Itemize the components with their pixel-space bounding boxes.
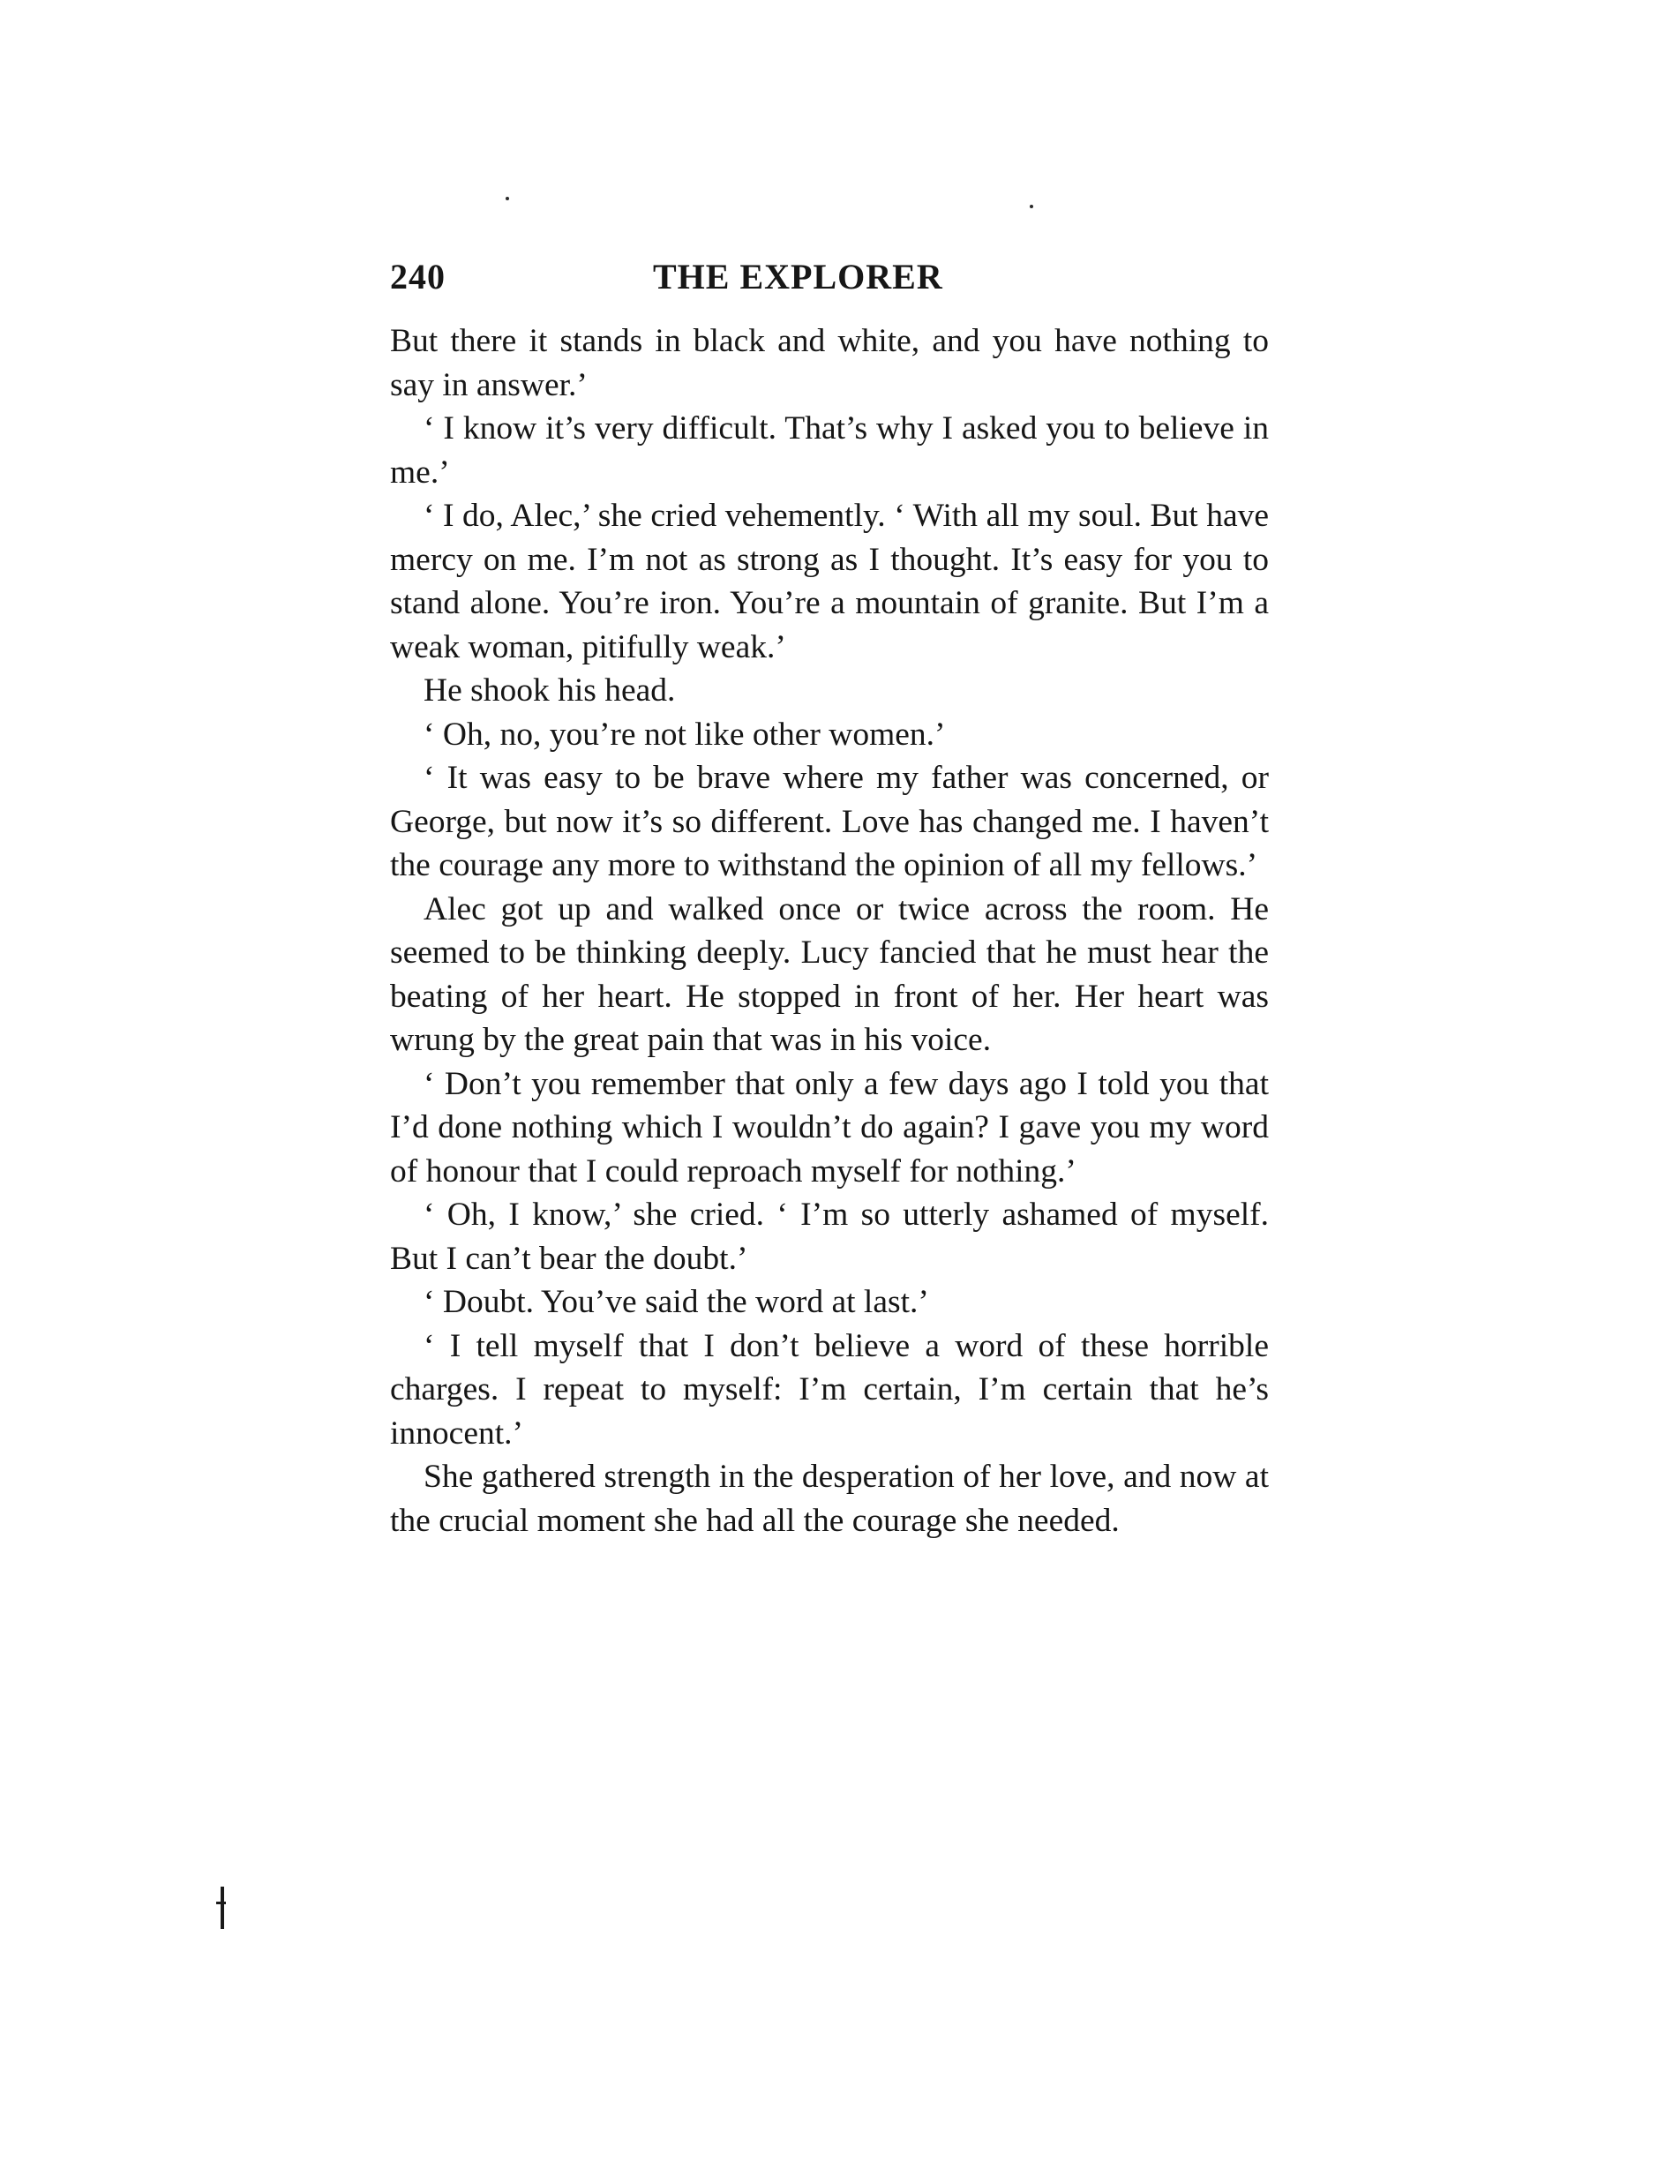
page-number: 240 bbox=[390, 257, 446, 296]
paragraph: ‘ Oh, I know,’ she cried. ‘ I’m so utterly ashamed of myself. But I can’t bear the doubt.’ bbox=[390, 1197, 1269, 1277]
paragraph: ‘ It was easy to be brave where my father was concerned, or George, but now it’s so different. Love has changed me. I haven’t the courage any more to withstand the opinion of all my fellows.’ bbox=[390, 760, 1269, 883]
paragraph: ‘ Don’t you remember that only a few days ago I told you that I’d done nothing which I wouldn’t do again? I gave you my word of honour that I could reproach myself for nothing.’ bbox=[390, 1065, 1269, 1190]
paragraph: ‘ Doubt. You’ve said the word at last.’ bbox=[424, 1284, 929, 1320]
ink-speck bbox=[1030, 205, 1033, 208]
paragraph: But there it stands in black and white, and you have nothing to say in answer.’ bbox=[390, 323, 1269, 403]
body-text bbox=[390, 319, 1269, 1542]
running-head bbox=[390, 256, 1272, 302]
ink-speck bbox=[506, 197, 509, 200]
paragraph: She gathered strength in the desperation of her love, and now at the crucial moment she had all the courage she needed. bbox=[390, 1459, 1269, 1539]
paragraph: ‘ I know it’s very difficult. That’s why I asked you to believe in me.’ bbox=[390, 410, 1269, 491]
paragraph: ‘ I tell myself that I don’t believe a word of these horrible charges. I repeat to myself: I’m certain, I’m certain that he’s innocent.’ bbox=[390, 1327, 1269, 1452]
paragraph: Alec got up and walked once or twice across the room. He seemed to be thinking deeply. Lucy fancied that he must hear the beating of her heart. He stopped in front of her. Her heart was wrung by the great pain that was in his voice. bbox=[390, 890, 1269, 1058]
paragraph: ‘ Oh, no, you’re not like other women.’ bbox=[424, 716, 946, 753]
running-title: THE EXPLORER bbox=[653, 257, 943, 296]
paragraph: He shook his head. bbox=[424, 672, 676, 709]
paragraph: ‘ I do, Alec,’ she cried vehemently. ‘ With all my soul. But have mercy on me. I’m not as strong as I thought. It’s easy for you to stand alone. You’re iron. You’re a mountain of granite. But I’m a weak woman, pitifully weak.’ bbox=[390, 498, 1269, 665]
scan-edge-mark bbox=[221, 1887, 224, 1929]
